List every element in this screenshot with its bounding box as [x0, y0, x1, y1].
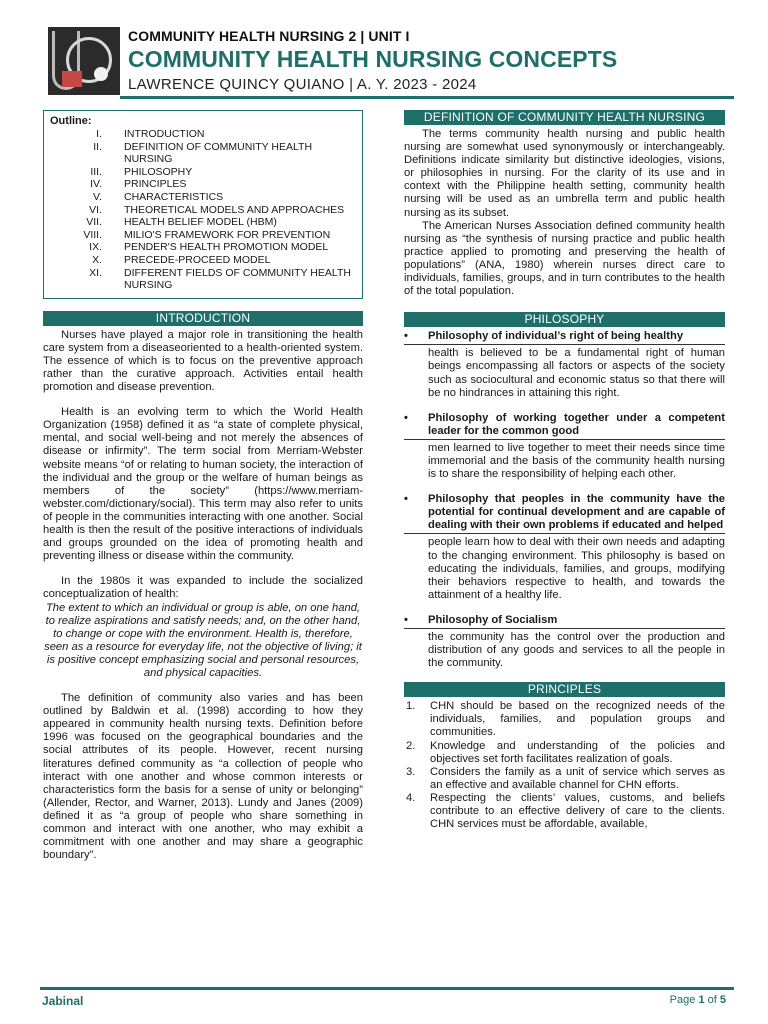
outline-item-number: I.	[96, 128, 102, 140]
principle-item-number: 2.	[406, 739, 416, 752]
philosophy-list	[404, 330, 725, 682]
outline-item	[50, 204, 356, 217]
left-column	[43, 110, 363, 862]
outline-item-label: MILIO'S FRAMEWORK FOR PREVENTION	[124, 228, 331, 241]
page-number	[670, 994, 726, 1006]
philosophy-heading: PHILOSOPHY	[404, 312, 725, 327]
philosophy-item-body: health is believed to be a fundamental right of human beings encompassing all factors or aspects of the society such as sociocultural and economic status so that there will be no hindrances in attaining this right.	[428, 347, 725, 399]
philosophy-item-title: Philosophy that peoples in the community have the potential for continual development and are capable of dealing with their own problems if educated and helped	[428, 493, 725, 532]
outline-item-label: PRECEDE-PROCEED MODEL	[124, 253, 271, 266]
logo-red-block	[62, 71, 82, 87]
philosophy-item-heading	[404, 493, 725, 534]
outline-item-label: DIFFERENT FIELDS OF COMMUNITY HEALTH NURSING	[124, 266, 351, 292]
outline-item-number: X.	[92, 253, 102, 266]
introduction-quote: The extent to which an individual or group is able, on one hand, to realize aspirations and satisfy needs; and, on the other hand, to change or cope with the environment. Health is, therefore, seen as a resource for everyday life, not the objective of living; it is positive concept emphasizing social and personal resources, and physical capacities.	[44, 601, 362, 679]
page-total: 5	[719, 994, 726, 1006]
principle-item-text: Knowledge and understanding of the policies and objectives set forth facilitates realization of goals.	[430, 739, 725, 765]
page-title: COMMUNITY HEALTH NURSING CONCEPTS	[128, 46, 618, 72]
principle-item-text: Respecting the clients’ values, customs, and beliefs contribute to an effective delivery of care to the clients. CHN services must be affordable, available,	[430, 791, 725, 831]
philosophy-item-title: Philosophy of working together under a competent leader for the common good	[428, 411, 725, 437]
philosophy-item-body: the community has the control over the production and distribution of any goods and services to all the people in the community.	[428, 631, 725, 670]
outline-item	[50, 229, 356, 242]
philosophy-item-title: Philosophy of individual’s right of being healthy	[428, 330, 684, 343]
introduction-heading: INTRODUCTION	[43, 311, 363, 326]
outline-item	[50, 166, 356, 179]
philosophy-item-body: people learn how to deal with their own needs and adapting to the changing environment. This philosophy is based on educating the individuals, families, and groups, modifying their behaviors respective to health, and towards the attainment of a healthy life.	[428, 536, 725, 601]
outline-item-number: VII.	[86, 216, 102, 229]
philosophy-item-heading	[404, 614, 725, 629]
page-word: Page	[669, 994, 696, 1006]
philosophy-item-body: men learned to live together to meet their needs since time immemorial and the basis of the community health nursing is to share the responsibility of helping each other.	[428, 441, 725, 481]
outline-title: Outline:	[50, 115, 92, 127]
introduction-paragraph-4: The definition of community also varies and has been outlined by Baldwin et al. (1998) according to how they appeared in community health nursing texts. Definition before 1996 was focused on the geographical boundaries and the social attributes of its people. However, recent nursing literatures defined community as “a collection of people who interact with one another and whose common interests or characteristics form the basis for a sense of unity or belonging” (Allender, Rector, and Warner, 2013). Lundy and Janes (2009) defined it as “a group of people who share something in common and interact with one another, who may exhibit a commitment with one another and may share a geographic boundary”.	[43, 692, 363, 862]
introduction-paragraph-2: Health is an evolving term to which the World Health Organization (1958) defined it as “a state of complete physical, mental, and social well-being and not merely the absences of disease or infirmity”. The term social from Merriam-Webster website means “of or relating to human society, the interaction of the individual and the group or the welfare of human beings as members of the society” (https://www.merriam-webster.com/dictionary/social). This term may also refer to units of people in the communities interacting with one another. Social health is then the result of the positive interactions of individuals and groups grounded on the idea of promoting health and preventing illness or disease within the community.	[43, 406, 363, 563]
philosophy-item-heading	[404, 412, 725, 440]
outline-item-label: PHILOSOPHY	[124, 165, 193, 178]
definition-heading: DEFINITION OF COMMUNITY HEALTH NURSING	[404, 110, 725, 125]
bullet-icon: •	[404, 330, 408, 343]
bullet-icon: •	[404, 411, 408, 424]
header-divider	[120, 96, 734, 99]
outline-item-number: XI.	[89, 266, 102, 279]
principle-item-number: 4.	[406, 791, 416, 804]
outline-item-number: VI.	[89, 203, 102, 216]
outline-item	[50, 216, 356, 229]
definition-paragraph-1: The terms community health nursing and public health nursing are somewhat used synonymously or interchangeably. Definitions indicate similarity but distinctive ideologies, visions, or philosophies in nursing. For the clarity of its use and in context with the Philippine health setting, community health nursing will be used as an umbrella term and public health nursing as its subset.	[404, 128, 725, 219]
outline-item-number: IV.	[90, 178, 102, 191]
outline-item-label: CHARACTERISTICS	[124, 190, 224, 203]
principle-item	[404, 700, 725, 739]
outline-item-label: THEORETICAL MODELS AND APPROACHES	[124, 203, 345, 216]
definition-paragraph-2: The American Nurses Association defined community health nursing as “the synthesis of nursing practice and public health practice applied to promoting and preserving the health of populations” (ANA, 1980) wherein nurses direct care to individuals, families, groups, and in turn contributes to the health of the total population.	[404, 219, 725, 298]
page-of-word: of	[707, 994, 717, 1006]
logo-light-dot	[94, 67, 108, 81]
outline-item-label: PENDER'S HEALTH PROMOTION MODEL	[124, 241, 329, 254]
outline-item	[50, 128, 356, 141]
principle-item	[404, 792, 725, 831]
outline-item-label: INTRODUCTION	[124, 128, 205, 140]
outline-item-number: IX.	[89, 241, 102, 254]
right-column	[404, 110, 725, 831]
principle-item	[404, 740, 725, 766]
page-current: 1	[698, 994, 705, 1006]
outline-item-number: V.	[93, 190, 102, 203]
header-logo-image	[48, 27, 120, 95]
principle-item-text: CHN should be based on the recognized needs of the individuals, families, and population groups and communities.	[430, 700, 725, 739]
outline-item-number: II.	[93, 140, 102, 153]
philosophy-item-title: Philosophy of Socialism	[428, 613, 558, 626]
outline-box	[43, 110, 363, 299]
outline-item-number: III.	[90, 165, 102, 178]
principle-item-number: 3.	[406, 765, 416, 778]
course-subtitle: COMMUNITY HEALTH NURSING 2 | UNIT I	[128, 28, 410, 44]
outline-list	[50, 128, 356, 292]
outline-item	[50, 254, 356, 267]
outline-item-label: DEFINITION OF COMMUNITY HEALTH NURSING	[124, 140, 313, 166]
introduction-paragraph-3: In the 1980s it was expanded to include the socialized conceptualization of health:	[43, 575, 363, 601]
bullet-icon: •	[404, 493, 408, 506]
outline-item-number: VIII.	[83, 228, 102, 241]
bullet-icon: •	[404, 613, 408, 626]
introduction-paragraph-1: Nurses have played a major role in transitioning the health care system from a diseaseoriented to a health-oriented system. The essence of which is to focus on the preventive approach rather than the curative approach. Activities entail health promotion and disease prevention.	[43, 328, 363, 394]
author-line: LAWRENCE QUINCY QUIANO | A. Y. 2023 - 2024	[128, 76, 477, 93]
principle-item	[404, 766, 725, 792]
outline-item-label: PRINCIPLES	[124, 178, 187, 191]
principles-list	[404, 700, 725, 831]
outline-item	[50, 191, 356, 204]
outline-item	[50, 241, 356, 254]
outline-item	[50, 178, 356, 191]
philosophy-item-heading	[404, 330, 725, 345]
footer-author: Jabinal	[42, 994, 84, 1008]
principle-item-text: Considers the family as a unit of service which serves as an effective and available channel for CHN efforts.	[430, 765, 725, 791]
outline-item	[50, 141, 356, 166]
outline-item-label: HEALTH BELIEF MODEL (HBM)	[124, 216, 277, 229]
outline-item	[50, 267, 356, 292]
principle-item-number: 1.	[406, 700, 416, 713]
footer-divider	[40, 987, 734, 990]
principles-heading: PRINCIPLES	[404, 682, 725, 697]
